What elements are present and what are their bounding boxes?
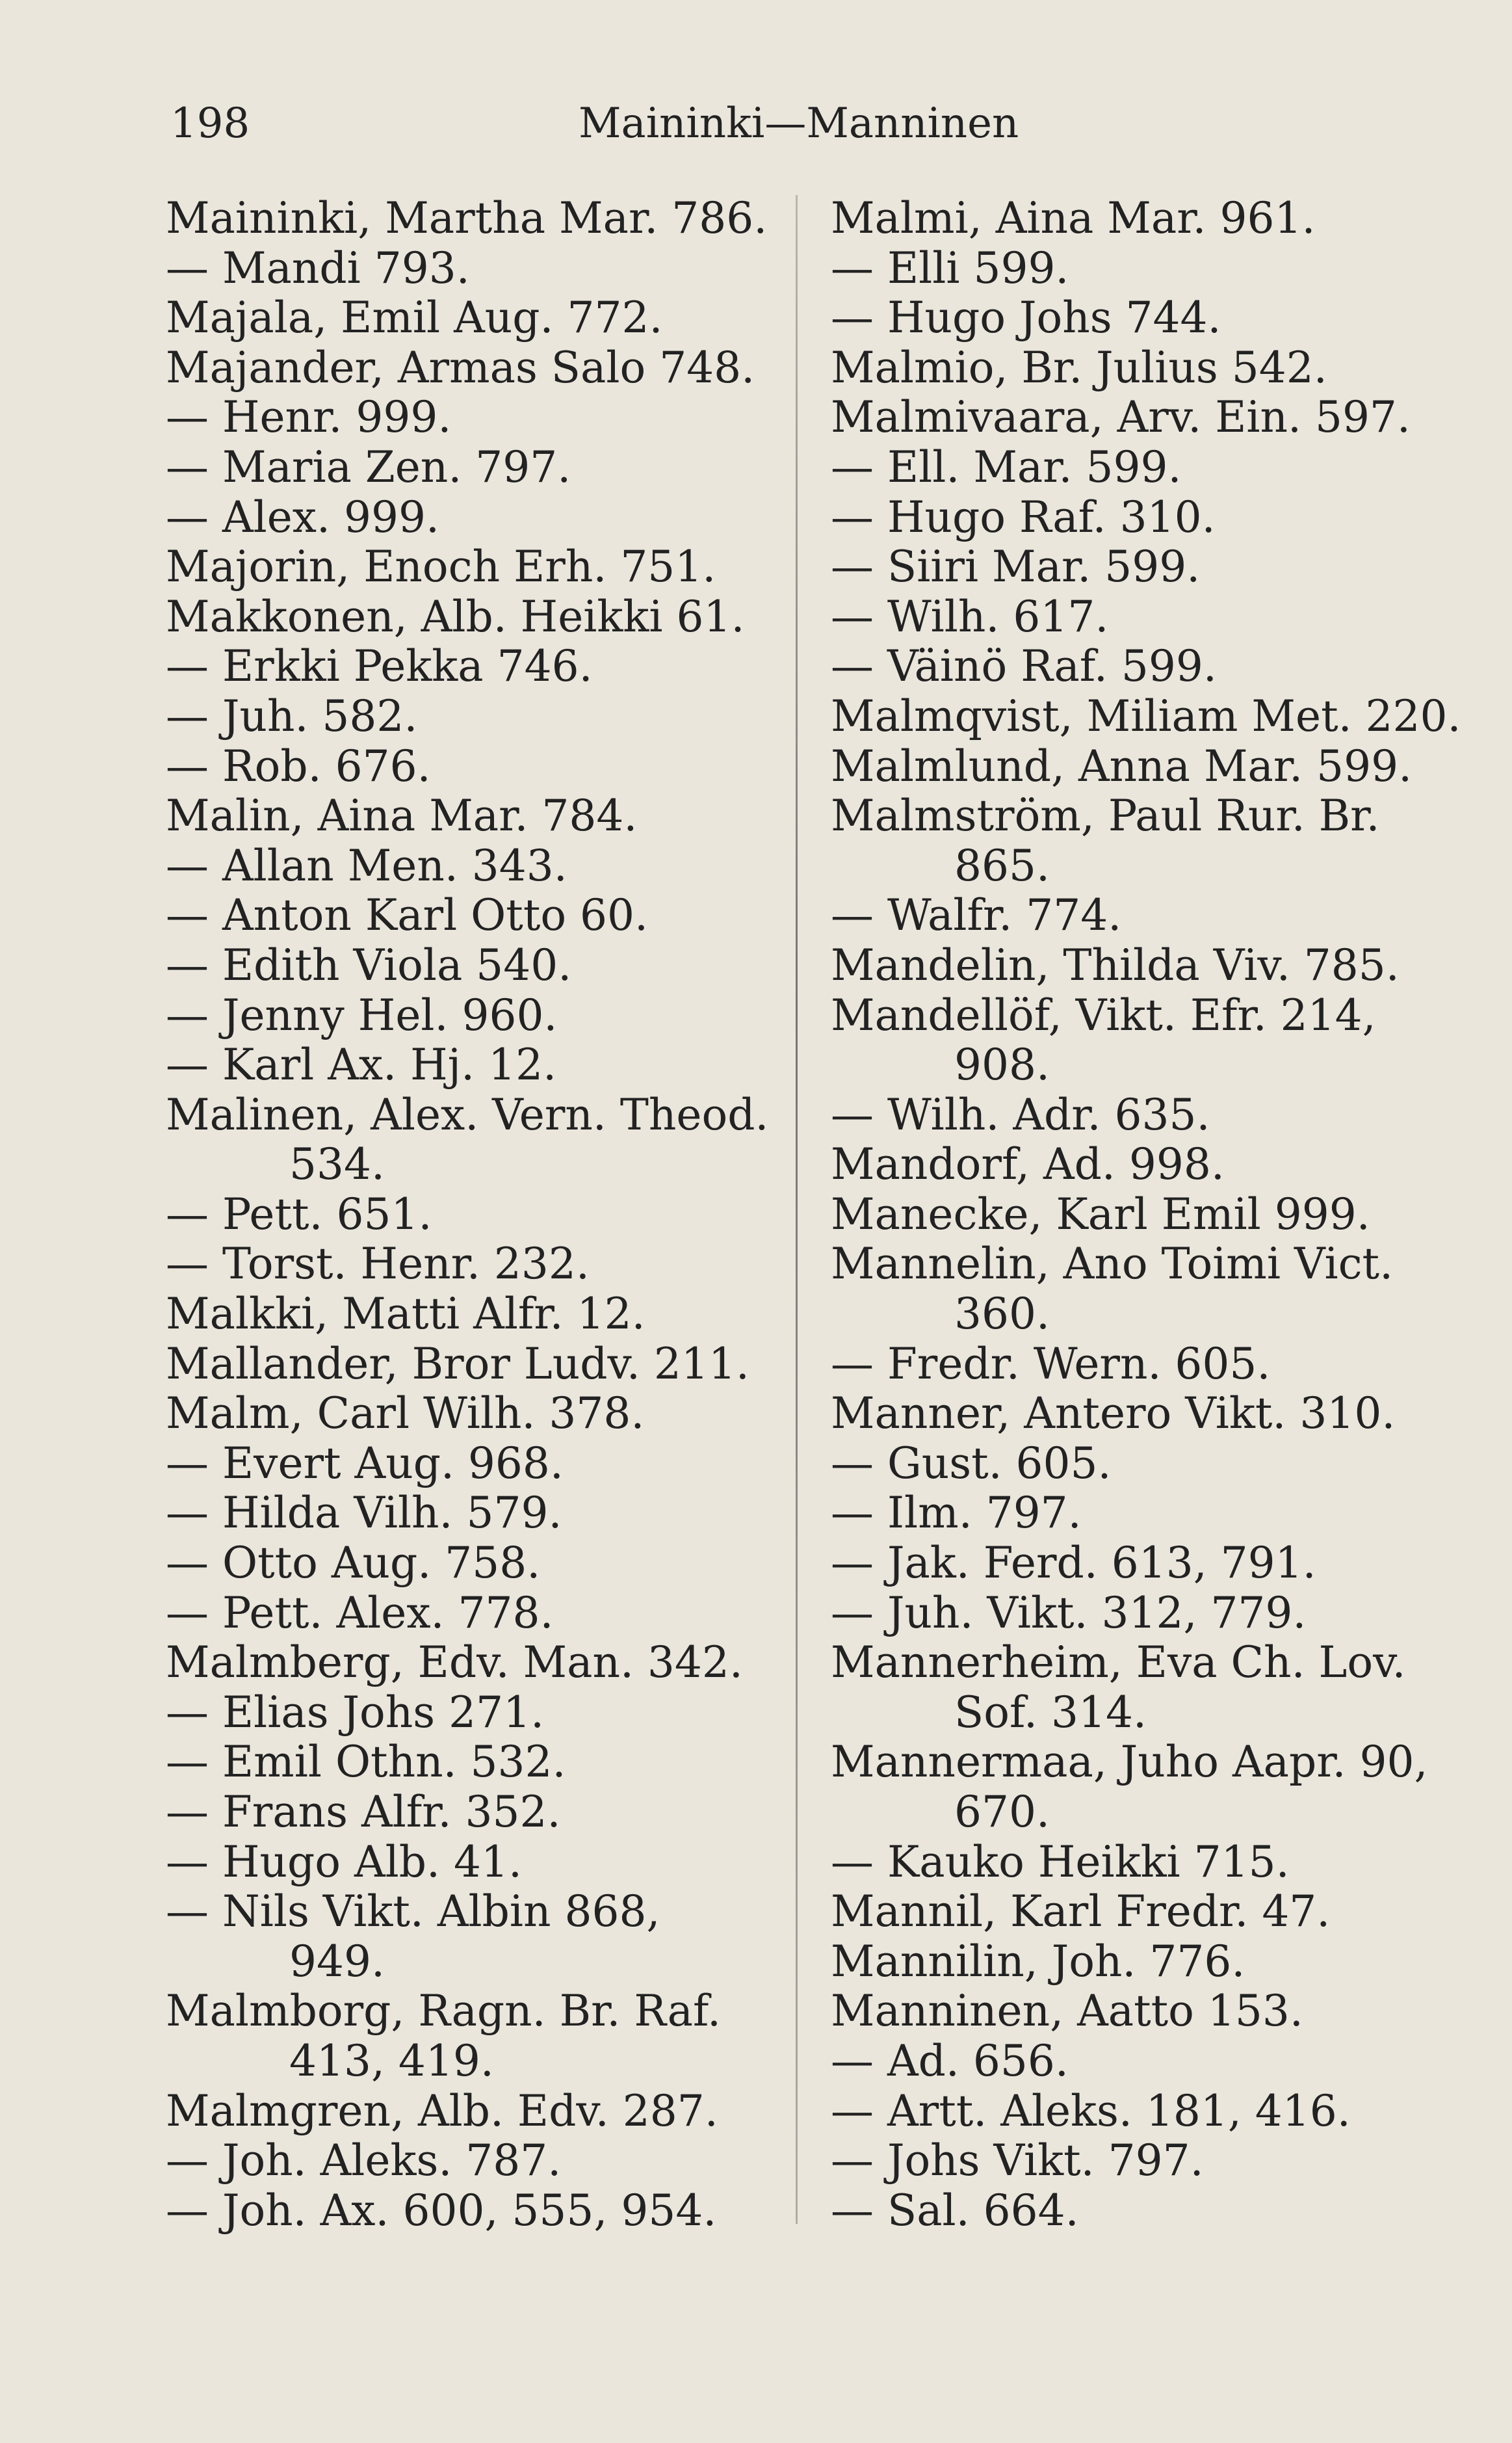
index-entry: — Walfr. 774. [831, 890, 1122, 941]
index-entry: — Hugo Johs 744. [831, 293, 1221, 343]
index-entry: Manecke, Karl Emil 999. [831, 1189, 1370, 1239]
index-entry: Malmqvist, Miliam Met. 220. [831, 691, 1461, 741]
index-entry: — Ad. 656. [831, 2035, 1069, 2086]
index-entry-continuation: 413, 419. [289, 2035, 494, 2086]
index-entry: Maininki, Martha Mar. 786. [166, 193, 768, 243]
index-entry: Manninen, Aatto 153. [831, 1986, 1303, 2037]
index-entry: — Fredr. Wern. 605. [831, 1338, 1271, 1389]
right-column [831, 193, 1461, 2236]
index-entry: — Hilda Vilh. 579. [166, 1488, 562, 1538]
index-entry: — Emil Othn. 532. [166, 1737, 566, 1788]
index-entry: — Anton Karl Otto 60. [166, 890, 649, 941]
index-entry: Malmström, Paul Rur. Br. [831, 791, 1380, 841]
index-entry: Mallander, Bror Ludv. 211. [166, 1338, 749, 1389]
index-entry: — Juh. 582. [166, 691, 418, 741]
index-entry: Mannilin, Joh. 776. [831, 1936, 1245, 1987]
index-entry: — Kauko Heikki 715. [831, 1836, 1290, 1887]
index-entry: — Väinö Raf. 599. [831, 641, 1217, 692]
index-entry: — Wilh. 617. [831, 591, 1109, 642]
index-entry: — Nils Vikt. Albin 868, [166, 1886, 660, 1937]
index-entry: — Mandi 793. [166, 243, 470, 293]
page-number: 198 [170, 99, 250, 148]
index-entry-continuation: 360. [954, 1289, 1050, 1340]
index-entry: — Henr. 999. [166, 392, 452, 443]
index-entry: — Elias Johs 271. [166, 1687, 545, 1737]
index-entry: — Torst. Henr. 232. [166, 1239, 590, 1289]
index-entry-continuation: Sof. 314. [954, 1687, 1147, 1737]
index-entry: Mannermaa, Juho Aapr. 90, [831, 1737, 1428, 1788]
index-entry: — Ell. Mar. 599. [831, 442, 1182, 492]
index-entry: — Rob. 676. [166, 741, 431, 791]
index-entry: — Edith Viola 540. [166, 940, 572, 990]
index-entry: — Johs Vikt. 797. [831, 2135, 1204, 2186]
left-column [166, 194, 774, 2236]
index-entry: Mannelin, Ano Toimi Vict. [831, 1239, 1394, 1289]
index-entry-continuation: 670. [954, 1787, 1050, 1837]
index-entry: — Elli 599. [831, 243, 1069, 293]
running-head: Maininki—Manninen [579, 99, 1019, 148]
index-entry: — Jenny Hel. 960. [166, 990, 558, 1040]
index-entry: — Alex. 999. [166, 492, 439, 542]
index-entry: Malmivaara, Arv. Ein. 597. [831, 392, 1411, 443]
index-entry: — Hugo Raf. 310. [831, 492, 1216, 542]
index-entry: — Erkki Pekka 746. [166, 641, 593, 692]
index-entry: Malmberg, Edv. Man. 342. [166, 1637, 743, 1688]
index-entry-continuation: 908. [954, 1040, 1050, 1090]
index-entry-continuation: 865. [954, 840, 1050, 891]
index-entry: Majander, Armas Salo 748. [166, 342, 755, 393]
index-entry: — Juh. Vikt. 312, 779. [831, 1587, 1307, 1638]
index-entry: — Hugo Alb. 41. [166, 1836, 522, 1887]
index-entry: — Evert Aug. 968. [166, 1438, 564, 1488]
index-entry: Majorin, Enoch Erh. 751. [166, 542, 716, 592]
index-entry: — Ilm. 797. [831, 1488, 1082, 1538]
column-divider [796, 195, 798, 2224]
index-entry: Malin, Aina Mar. 784. [166, 791, 638, 841]
index-entry: — Allan Men. 343. [166, 840, 567, 891]
index-entry-continuation: 534. [289, 1139, 385, 1190]
index-entry: Manner, Antero Vikt. 310. [831, 1388, 1396, 1439]
index-entry: Makkonen, Alb. Heikki 61. [166, 591, 745, 642]
index-entry: — Frans Alfr. 352. [166, 1787, 561, 1837]
index-entry: Malmio, Br. Julius 542. [831, 342, 1327, 393]
index-entry: Malmlund, Anna Mar. 599. [831, 741, 1413, 791]
index-entry: — Sal. 664. [831, 2185, 1079, 2236]
index-entry: — Karl Ax. Hj. 12. [166, 1040, 557, 1090]
index-entry: Malinen, Alex. Vern. Theod. [166, 1089, 769, 1140]
index-entry: — Siiri Mar. 599. [831, 542, 1201, 592]
index-entry: — Otto Aug. 758. [166, 1538, 541, 1589]
index-entry: Malm, Carl Wilh. 378. [166, 1388, 645, 1439]
index-entry: Mandelin, Thilda Viv. 785. [831, 940, 1400, 990]
index-entry: Mannerheim, Eva Ch. Lov. [831, 1637, 1406, 1688]
index-entry: — Jak. Ferd. 613, 791. [831, 1538, 1316, 1589]
index-entry: — Wilh. Adr. 635. [831, 1089, 1210, 1140]
index-entry: — Pett. Alex. 778. [166, 1587, 554, 1638]
index-entry: Malkki, Matti Alfr. 12. [166, 1289, 645, 1340]
index-entry: Malmgren, Alb. Edv. 287. [166, 2085, 718, 2136]
index-entry-continuation: 949. [289, 1936, 385, 1987]
index-entry: — Gust. 605. [831, 1438, 1112, 1488]
index-entry: — Pett. 651. [166, 1189, 432, 1239]
index-entry: Malmi, Aina Mar. 961. [831, 193, 1316, 243]
index-entry: Mandellöf, Vikt. Efr. 214, [831, 990, 1376, 1040]
page-header [170, 91, 1035, 156]
index-entry: — Maria Zen. 797. [166, 442, 571, 492]
index-entry: — Joh. Aleks. 787. [166, 2135, 562, 2186]
index-entry: Mannil, Karl Fredr. 47. [831, 1886, 1331, 1937]
index-entry: — Artt. Aleks. 181, 416. [831, 2085, 1351, 2136]
index-entry: Malmborg, Ragn. Br. Raf. [166, 1986, 722, 2037]
index-entry: Majala, Emil Aug. 772. [166, 293, 663, 343]
index-entry: Mandorf, Ad. 998. [831, 1139, 1225, 1190]
index-entry: — Joh. Ax. 600, 555, 954. [166, 2185, 717, 2236]
